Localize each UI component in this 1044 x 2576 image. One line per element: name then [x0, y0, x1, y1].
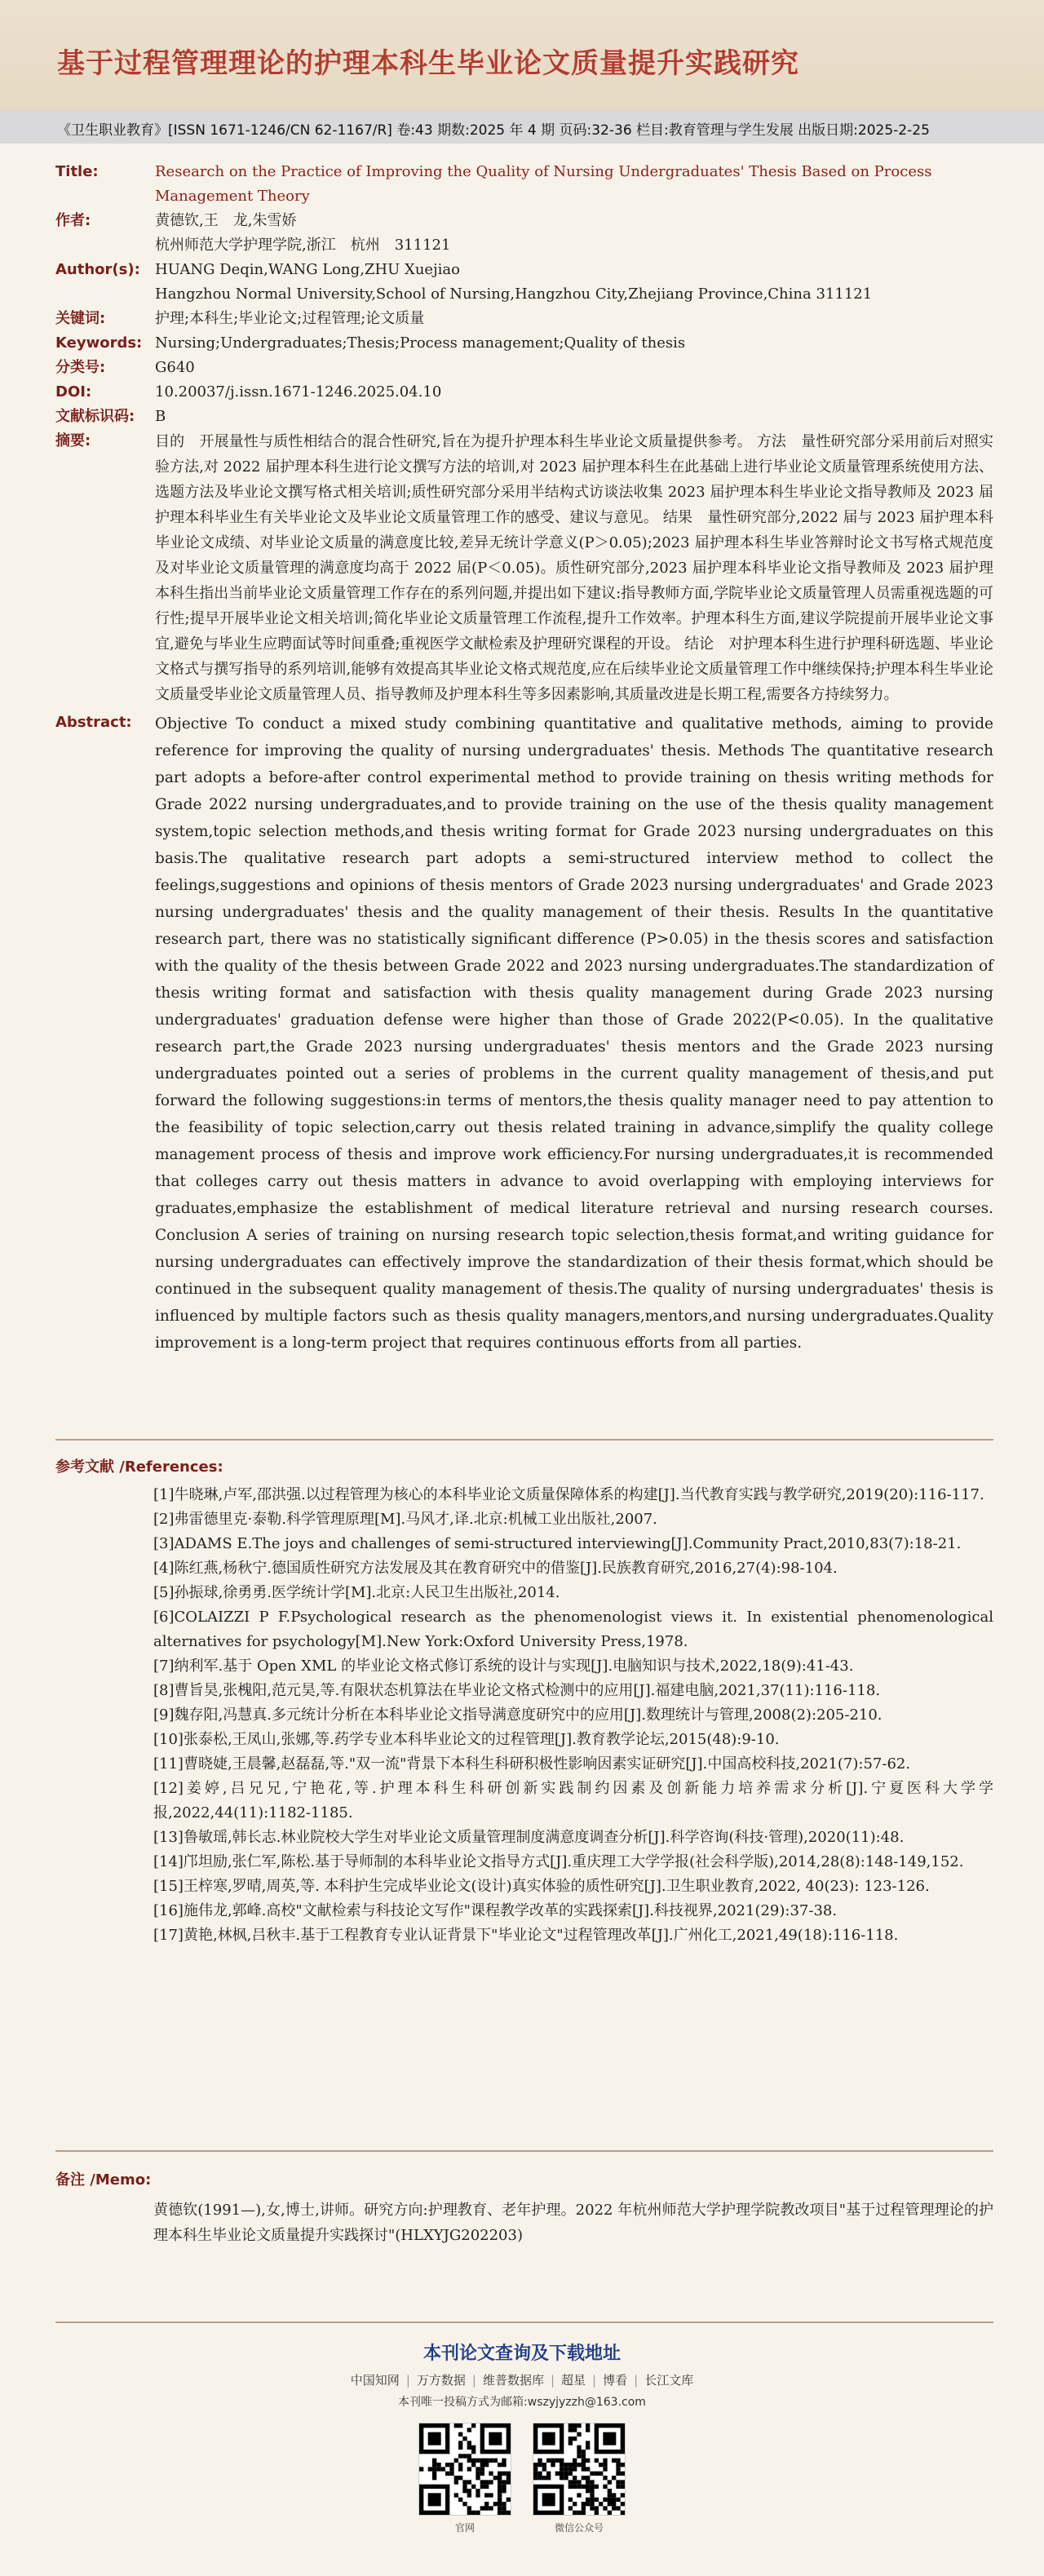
journal-info-bar	[0, 111, 1044, 144]
reference-item: [4]陈红燕,杨秋宁.德国质性研究方法发展及其在教育研究中的借鉴[J].民族教育研究,2016,27(4):98-104.	[153, 1560, 838, 1577]
reference-item: [6]COLAIZZI P F.Psychological research as the phenomenologist views it. In existential phenomenological alternatives for psychology[M].New York:Oxford University Press,1978.	[153, 1609, 993, 1650]
author-label: 作者:	[55, 212, 91, 229]
qr-code-icon	[533, 2423, 626, 2516]
link-separator: |	[550, 2373, 555, 2388]
author-en-row	[55, 258, 993, 307]
keywords-en-label: Keywords:	[55, 334, 143, 352]
doc-code-label: 文献标识码:	[55, 408, 135, 425]
reference-item: [8]曹旨昊,张槐阳,范元昊,等.有限状态机算法在毕业论文格式检测中的应用[J].福建电脑,2021,37(11):116-118.	[153, 1682, 881, 1699]
link-separator: |	[471, 2373, 476, 2388]
reference-item: [1]牛晓琳,卢军,邵洪强.以过程管理为核心的本科毕业论文质量保障体系的构建[J].当代教育实践与教学研究,2019(20):116-117.	[153, 1486, 984, 1503]
memo-section	[55, 2168, 993, 2248]
abstract-en-row	[55, 710, 993, 1357]
author-affiliation: 杭州师范大学护理学院,浙江 杭州 311121	[155, 237, 451, 254]
qr-codes	[0, 2423, 1044, 2534]
title-label: Title:	[55, 163, 99, 180]
keywords-label: 关键词:	[55, 310, 106, 327]
reference-item: [13]鲁敏瑶,韩长志.林业院校大学生对毕业论文质量管理制度满意度调查分析[J].科学咨询(科技·管理),2020(11):48.	[153, 1829, 905, 1846]
database-link[interactable]: 维普数据库	[482, 2373, 544, 2388]
reference-item: [11]曹晓婕,王晨馨,赵磊磊,等."双一流"背景下本科生科研积极性影响因素实证研究[J].中国高校科技,2021(7):57-62.	[153, 1755, 911, 1773]
reference-item: [10]张泰松,王凤山,张娜,等.药学专业本科毕业论文的过程管理[J].教育教学论坛,2015(48):9-10.	[153, 1731, 780, 1748]
database-link[interactable]: 博看	[603, 2373, 628, 2388]
reference-item: [7]纳利军.基于 Open XML 的毕业论文格式修订系统的设计与实现[J].电脑知识与技术,2022,18(9):41-43.	[153, 1658, 854, 1675]
classification-label: 分类号:	[55, 359, 106, 376]
abstract-zh-label: 摘要:	[55, 432, 91, 449]
submission-email: 本刊唯一投稿方式为邮箱:wszyjyzzh@163.com	[398, 2396, 646, 2409]
reference-item: [12]姜婷,吕兄兄,宁艳花,等.护理本科生科研创新实践制约因素及创新能力培养需求分析[J].宁夏医科大学学报,2022,44(11):1182-1185.	[153, 1780, 993, 1821]
classification-row	[55, 356, 993, 380]
title-row	[55, 160, 993, 209]
article-metadata	[55, 160, 993, 1357]
doc-code-row	[55, 405, 993, 429]
author-en-affiliation: Hangzhou Normal University,School of Nursing,Hangzhou City,Zhejiang Province,China 311121	[155, 285, 873, 303]
database-link[interactable]: 长江文库	[644, 2373, 694, 2388]
wechat-qr	[533, 2423, 626, 2534]
footer-title: 本刊论文查询及下载地址	[422, 2344, 621, 2364]
doi-row	[55, 380, 993, 405]
doi-value[interactable]: 10.20037/j.issn.1671-1246.2025.04.10	[155, 383, 442, 401]
wechat-qr-caption: 微信公众号	[554, 2522, 604, 2534]
reference-item: [9]魏存阳,冯慧真.多元统计分析在本科毕业论文指导满意度研究中的应用[J].数理统计与管理,2008(2):205-210.	[153, 1706, 883, 1724]
link-separator: |	[405, 2373, 410, 2388]
database-link[interactable]: 中国知网	[350, 2373, 400, 2388]
database-links	[0, 2371, 1044, 2388]
website-qr-caption: 官网	[454, 2522, 475, 2534]
reference-item: [15]王梓寒,罗晴,周英,等. 本科护生完成毕业论文(设计)真实体验的质性研究[J].卫生职业教育,2022, 40(23): 123-126.	[153, 1878, 930, 1895]
author-en-value	[155, 258, 993, 307]
database-link[interactable]: 万方数据	[416, 2373, 466, 2388]
keywords-value: 护理;本科生;毕业论文;过程管理;论文质量	[155, 310, 425, 327]
link-separator: |	[592, 2373, 597, 2388]
article-title: 基于过程管理理论的护理本科生毕业论文质量提升实践研究	[57, 47, 799, 80]
references-list	[153, 1483, 993, 1948]
reference-item: [17]黄艳,林枫,吕秋丰.基于工程教育专业认证背景下"毕业论文"过程管理改革[J].广州化工,2021,49(18):116-118.	[153, 1927, 899, 1944]
database-link[interactable]: 超星	[561, 2373, 586, 2388]
reference-item: [14]邝坦励,张仁军,陈松.基于导师制的本科毕业论文指导方式[J].重庆理工大学学报(社会科学版),2014,28(8):148-149,152.	[153, 1853, 964, 1870]
keywords-en-value: Nursing;Undergraduates;Thesis;Process management;Quality of thesis	[155, 334, 686, 352]
references-label: 参考文献 /References:	[55, 1458, 223, 1476]
abstract-zh-text: 目的 开展量性与质性相结合的混合性研究,旨在为提升护理本科生毕业论文质量提供参考。 方法 量性研究部分采用前后对照实验方法,对 2022 届护理本科生进行论文撰写方法的培训,对 2023 届护理本科生在此基础上进行毕业论文质量管理系统使用方法、选题方法及毕业论文撰写格式相关培训;质性研究部分采用半结构式访谈法收集 2023 届护理本科生毕业论文指导教师及 2023 届护理本科毕业生有关毕业论文及毕业论文质量管理工作的感受、建议与意见。 结果 量性研究部分,2022 届与 2023 届护理本科毕业论文成绩、对毕业论文质量的满意度比较,差异无统计学意义(P＞0.05);2023 届护理本科生毕业答辩时论文书写格式规范度及对毕业论文质量管理的满意度均高于 2022 届(P＜0.05)。质性研究部分,2023 届护理本科毕业论文指导教师及 2023 届护理本科生指出当前毕业论文质量管理工作存在的系列问题,并提出如下建议:指导教师方面,学院毕业论文质量管理人员需重视选题的可行性;提早开展毕业论文相关培训;简化毕业论文质量管理工作流程,提升工作效率。护理本科生方面,建议学院提前开展毕业论文事宜,避免与毕业生应聘面试等时间重叠;重视医学文献检索及护理研究课程的开设。 结论 对护理本科生进行护理科研选题、毕业论文格式与撰写指导的系列培训,能够有效提高其毕业论文格式规范度,应在后续毕业论文质量管理工作中继续保持;护理本科生毕业论文质量受毕业论文质量管理人员、指导教师及护理本科生等多因素影响,其质量改进是长期工程,需要各方持续努力。	[155, 433, 993, 703]
author-en-label: Author(s):	[55, 261, 140, 278]
divider	[55, 1439, 993, 1441]
footer	[0, 2339, 1044, 2534]
reference-item: [5]孙振球,徐勇勇.医学统计学[M].北京:人民卫生出版社,2014.	[153, 1584, 560, 1601]
memo-text: 黄德钦(1991—),女,博士,讲师。研究方向:护理教育、老年护理。2022 年杭州师范大学护理学院教改项目"基于过程管理理论的护理本科生毕业论文质量提升实践探讨"(HLXYJG202203)	[153, 2202, 993, 2244]
abstract-en-text: Objective To conduct a mixed study combining quantitative and qualitative methods, aiming to provide reference for improving the quality of nursing undergraduates' thesis. Methods The quantitative research part adopts a before-after control experimental method to provide training on thesis writing methods for Grade 2022 nursing undergraduates,and to provide training on the use of the thesis quality management system,topic selection methods,and thesis writing format for Grade 2023 nursing undergraduates on this basis.The qualitative research part adopts a semi-structured interview method to collect the feelings,suggestions and opinions of thesis mentors of Grade 2023 nursing undergraduates' and Grade 2023 nursing undergraduates' thesis and the quality management of their thesis. Results In the quantitative research part, there was no statistically significant difference (P>0.05) in the thesis scores and satisfaction with the quality of the thesis between Grade 2022 and 2023 nursing undergraduates.The standardization of thesis writing format and satisfaction with thesis quality management during Grade 2023 nursing undergraduates' graduation defense were higher than those of Grade 2022(P<0.05). In the qualitative research part,the Grade 2023 nursing undergraduates' thesis mentors and the Grade 2023 nursing undergraduates pointed out a series of problems in the current quality management of thesis,and put forward the following suggestions:in terms of mentors,the thesis quality manager need to pay attention to the feasibility of topic selection,carry out thesis related training in advance,simplify the quality college management process of thesis and improve work efficiency.For nursing undergraduates,it is recommended that colleges carry out thesis matters in advance to avoid overlapping with employing interviews for graduates,emphasize the establishment of medical literature retrieval and nursing research courses. Conclusion A series of training on nursing research topic selection,thesis format,and writing guidance for nursing undergraduates can effectively improve the standardization of their thesis format,which should be continued in the subsequent quality management of thesis.The quality of nursing undergraduates' thesis is influenced by multiple factors such as thesis quality managers,mentors,and nursing undergraduates.Quality improvement is a long-term project that requires continuous efforts from all parties.	[155, 715, 993, 1352]
link-separator: |	[634, 2373, 639, 2388]
divider	[55, 2150, 993, 2152]
author-names: 黄德钦,王 龙,朱雪娇	[155, 212, 297, 229]
keywords-row	[55, 307, 993, 331]
doi-label: DOI:	[55, 383, 92, 401]
reference-item: [16]施伟龙,郭峰.高校"文献检索与科技论文写作"课程教学改革的实践探索[J].科技视界,2021(29):37-38.	[153, 1902, 838, 1919]
abstract-zh-row	[55, 429, 993, 707]
qr-code-icon	[418, 2423, 511, 2516]
reference-item: [3]ADAMS E.The joys and challenges of semi-structured interviewing[J].Community Pract,2010,83(7):18-21.	[153, 1535, 962, 1552]
author-en-names: HUANG Deqin,WANG Long,ZHU Xuejiao	[155, 261, 460, 278]
author-value	[155, 209, 993, 258]
divider	[55, 2321, 993, 2323]
journal-info-text: 《卫生职业教育》[ISSN 1671-1246/CN 62-1167/R] 卷:43 期数:2025 年 4 期 页码:32-36 栏目:教育管理与学生发展 出版日期:2025-2-25	[57, 122, 930, 139]
keywords-en-row	[55, 331, 993, 356]
article-header	[0, 0, 1044, 121]
author-row	[55, 209, 993, 258]
website-qr	[418, 2423, 511, 2534]
title-value: Research on the Practice of Improving the Quality of Nursing Undergraduates' Thesis Based on Process Management Theory	[155, 163, 932, 205]
reference-item: [2]弗雷德里克·泰勒.科学管理原理[M].马风才,译.北京:机械工业出版社,2007.	[153, 1511, 657, 1528]
references-section	[55, 1455, 993, 1948]
classification-value: G640	[155, 359, 195, 376]
doc-code-value: B	[155, 408, 166, 425]
memo-label: 备注 /Memo:	[55, 2171, 152, 2189]
abstract-en-label: Abstract:	[55, 714, 132, 731]
